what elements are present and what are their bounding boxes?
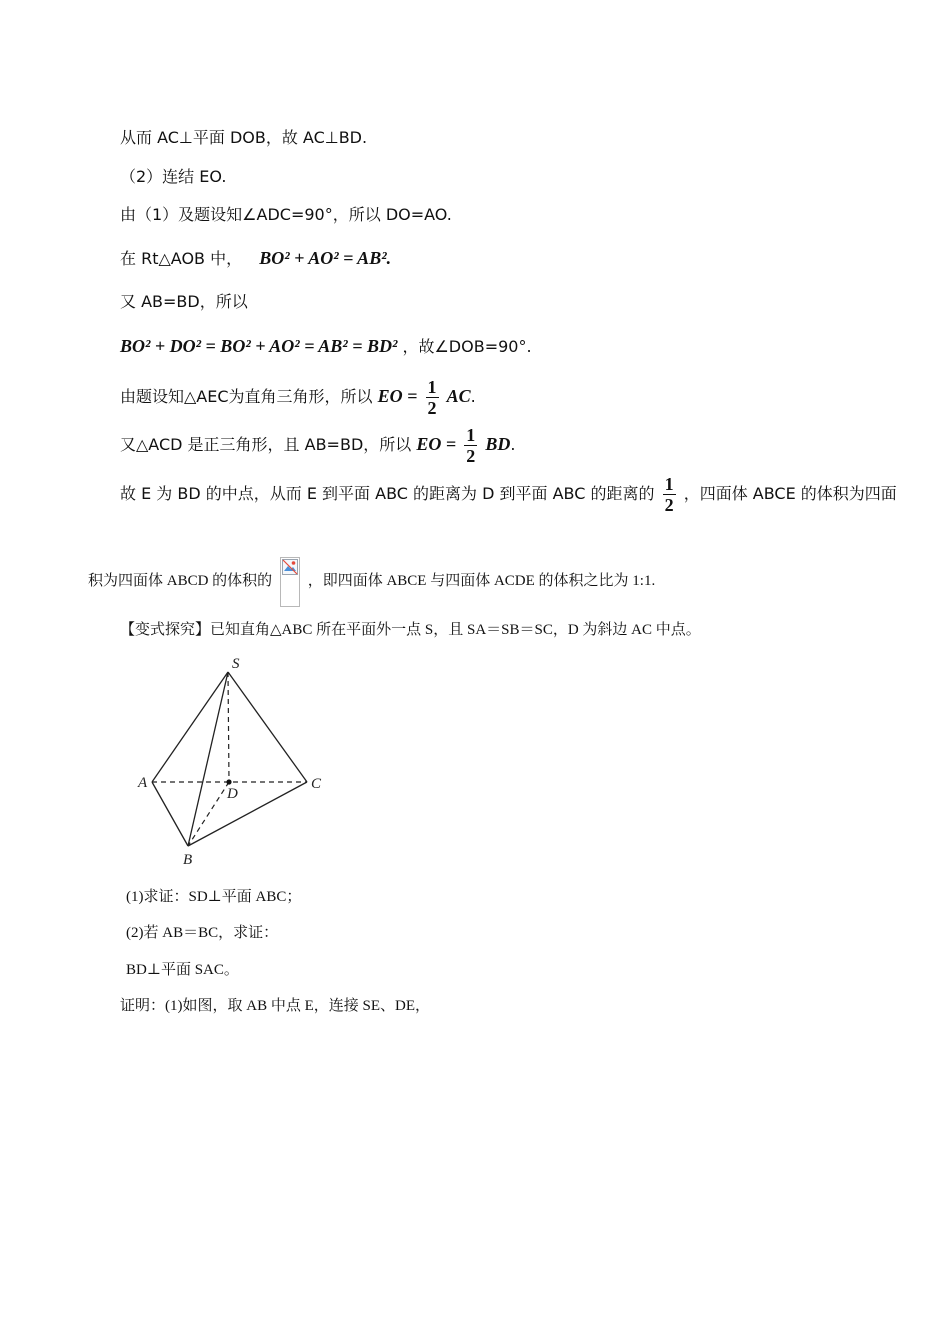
text-line-9-suffix: ，四面体 ABCE 的体积为四面: [683, 484, 897, 503]
text-line-6-suffix: ，故∠DOB=90°.: [402, 337, 532, 356]
text-line-3: 由（1）及题设知∠ADC=90°，所以 DO=AO.: [120, 205, 452, 224]
text-line-4: [120, 248, 391, 269]
tetrahedron-figure: [130, 650, 340, 870]
text-line-11: 【变式探究】已知直角△ABC 所在平面外一点 S，且 SA＝SB＝SC，D 为斜边 AC 中点。: [120, 622, 701, 638]
eo-label: EO =: [377, 386, 418, 406]
edge-sa: [152, 672, 228, 782]
edge-sd-hidden: [228, 672, 229, 782]
text-line-15: 证明：(1)如图，取 AB 中点 E，连接 SE、DE，: [120, 998, 430, 1014]
fraction-denominator: 2: [427, 398, 437, 418]
text-line-8-prefix: 又△ACD 是正三角形，且 AB=BD，所以: [120, 435, 412, 454]
fraction-numerator: 1: [427, 377, 437, 397]
text-line-9-prefix: 故 E 为 BD 的中点，从而 E 到平面 ABC 的距离为 D 到平面 ABC 的距离的: [120, 484, 655, 503]
text-line-7: 由题设知△AEC为直角三角形，所以 EO = $\frac{1}{2}$ AC.: [120, 377, 476, 418]
ac-label: AC: [446, 386, 471, 406]
fraction-numerator: 1: [664, 474, 674, 494]
text-line-1: 从而 AC⊥平面 DOB，故 AC⊥BD.: [120, 128, 368, 147]
text-line-9: [120, 472, 897, 516]
edge-sb: [188, 672, 228, 846]
text-line-2: （2）连结 EO.: [120, 167, 227, 186]
label-b: B: [183, 852, 193, 868]
text-line-13: (2)若 AB＝BC，求证：: [126, 925, 279, 941]
edge-bd-hidden: [188, 782, 229, 846]
fraction-denominator: 2: [466, 446, 476, 466]
equation-bo-do-bd: BO² + DO² = BO² + AO² = AB² = BD²: [120, 336, 398, 356]
text-line-6: [120, 336, 532, 357]
eo-label: EO =: [416, 434, 457, 454]
text-line-8: 又△ACD 是正三角形，且 AB=BD，所以 EO = $\frac{1}{2}$ BD.: [120, 425, 516, 466]
label-s: S: [232, 656, 240, 672]
fraction-denominator: 2: [664, 495, 674, 515]
bd-label: BD: [485, 434, 511, 454]
label-a: A: [138, 775, 148, 791]
fraction-numerator: 1: [466, 425, 476, 445]
edge-bc: [188, 782, 307, 846]
equation-bo-ao-ab: BO² + AO² = AB².: [259, 248, 392, 268]
text-line-10: [88, 556, 655, 607]
edge-sc: [228, 672, 307, 782]
fraction-one-half: [663, 474, 676, 515]
text-line-5: 又 AB=BD，所以: [120, 292, 248, 311]
label-c: C: [311, 776, 322, 792]
text-line-4-prefix: 在 Rt△AOB 中，: [120, 249, 243, 268]
fraction-one-half: [426, 377, 439, 418]
text-line-14: BD⊥平面 SAC。: [126, 962, 239, 978]
point-d: [226, 779, 231, 784]
text-line-12: (1)求证：SD⊥平面 ABC；: [126, 889, 302, 905]
text-line-10-suffix: ，即四面体 ABCE 与四面体 ACDE 的体积之比为 1:1.: [307, 573, 656, 589]
fraction-one-half: [464, 425, 477, 466]
text-line-7-prefix: 由题设知△AEC为直角三角形，所以: [120, 387, 373, 406]
label-d: D: [227, 786, 238, 802]
edge-ab: [152, 782, 188, 846]
broken-image-icon: [280, 557, 300, 607]
text-line-10-prefix: 积为四面体 ABCD 的体积的: [88, 573, 273, 589]
